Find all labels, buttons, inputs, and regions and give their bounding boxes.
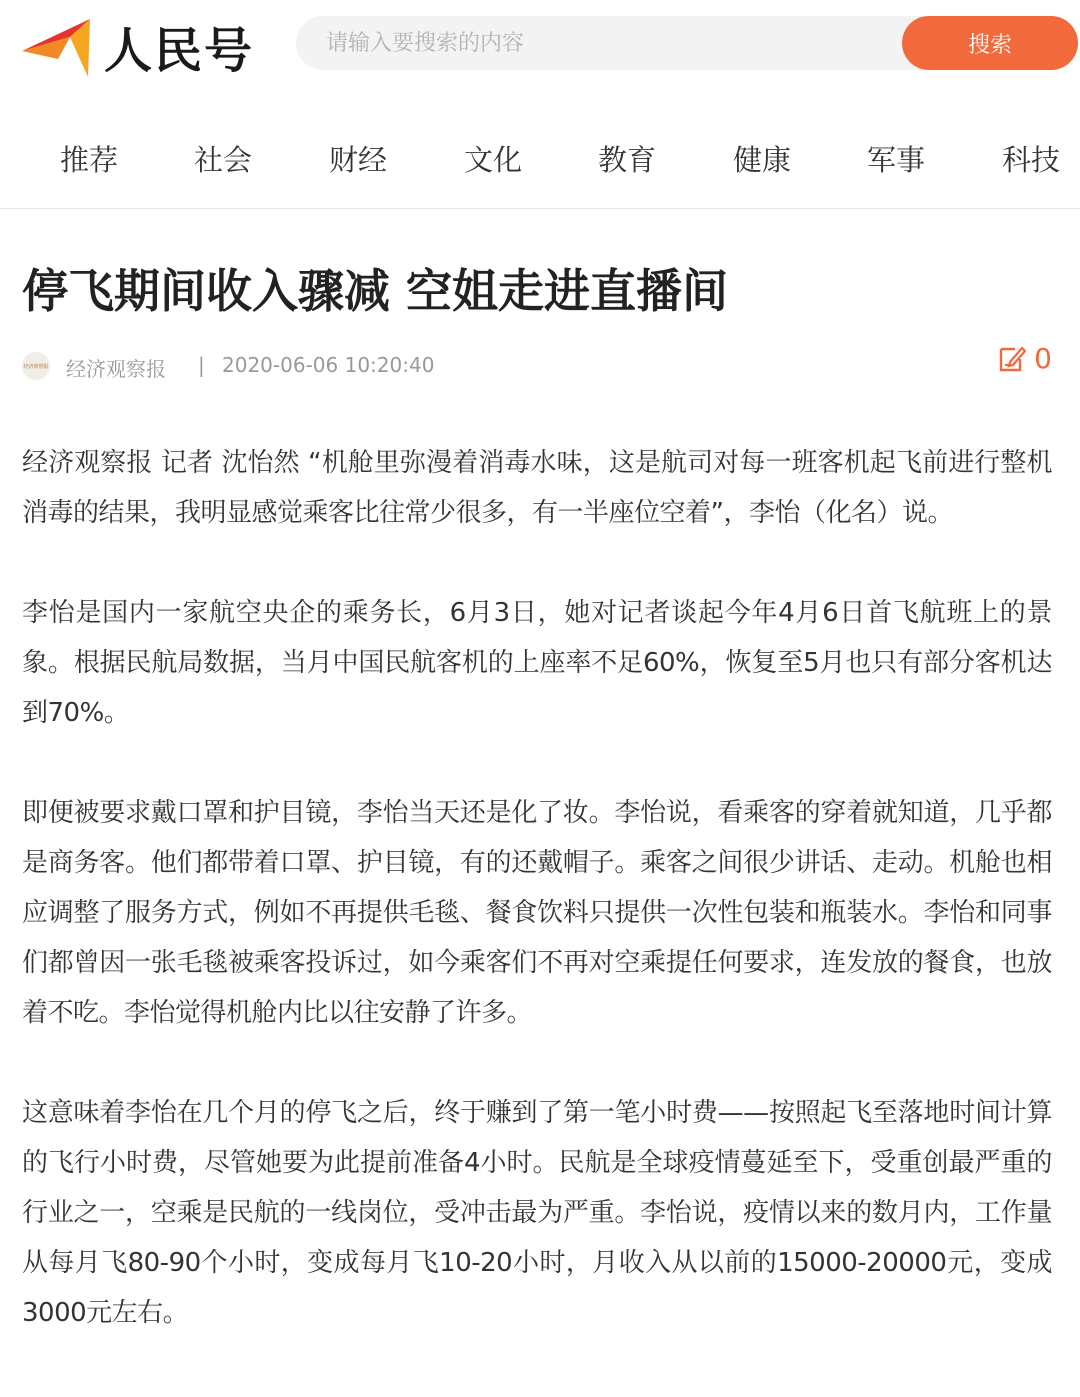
article-paragraph: 这意味着李怡在几个月的停飞之后，终于赚到了第一笔小时费——按照起飞至落地时间计算的飞行小时费，尽管她要为此提前准备4小时。民航是全球疫情蔓延至下，受重创最严重的行业之一，空乘是民航的一线岗位，受冲击最为严重。李怡说，疫情以来的数月内，工作量从每月飞80-90个小时，变成每月飞10-20小时，月收入从以前的15000-20000元，变成3000元左右。 [22, 1098, 1052, 1328]
nav-item-education[interactable]: 教育 [598, 143, 657, 177]
nav-item-health[interactable]: 健康 [733, 143, 792, 177]
meta-separator: | [198, 353, 205, 377]
avatar-text: 经济观察报 [23, 363, 49, 370]
logo-icon [22, 15, 90, 77]
edit-comment-icon [998, 345, 1026, 373]
article-paragraph: 李怡是国内一家航空央企的乘务长，6月3日，她对记者谈起今年4月6日首飞航班上的景象。根据民航局数据，当月中国民航客机的上座率不足60%，恢复至5月也只有部分客机达到70%。 [22, 598, 1052, 728]
nav-item-recommend[interactable]: 推荐 [60, 143, 119, 177]
nav-item-military[interactable]: 军事 [867, 143, 926, 177]
nav-item-tech[interactable]: 科技 [1002, 143, 1061, 177]
logo-text: 人民号 [104, 22, 255, 79]
source-name[interactable]: 经济观察报 [66, 357, 166, 381]
article-paragraph: 经济观察报 记者 沈怡然 “机舱里弥漫着消毒水味，这是航司对每一班客机起飞前进行整机消毒的结果，我明显感觉乘客比往常少很多，有一半座位空着”，李怡（化名）说。 [22, 448, 1052, 528]
nav-item-culture[interactable]: 文化 [464, 143, 523, 177]
nav-divider [0, 208, 1080, 209]
nav-item-society[interactable]: 社会 [194, 143, 253, 177]
site-header [0, 0, 1080, 90]
article-meta [22, 342, 1052, 382]
search-bar [296, 16, 1078, 70]
site-logo[interactable] [22, 14, 254, 78]
search-input[interactable] [326, 16, 886, 70]
comment-button[interactable] [998, 342, 1052, 375]
article-title: 停飞期间收入骤减 空姐走进直播间 [22, 264, 729, 318]
article-paragraph: 即便被要求戴口罩和护目镜，李怡当天还是化了妆。李怡说，看乘客的穿着就知道，几乎都是商务客。他们都带着口罩、护目镜，有的还戴帽子。乘客之间很少讲话、走动。机舱也相应调整了服务方式，例如不再提供毛毯、餐食饮料只提供一次性包装和瓶装水。李怡和同事们都曾因一张毛毯被乘客投诉过，如今乘客们不再对空乘提任何要求，连发放的餐食，也放着不吃。李怡觉得机舱内比以往安静了许多。 [22, 798, 1052, 1028]
source-avatar[interactable] [22, 352, 50, 380]
publish-time: 2020-06-06 10:20:40 [222, 353, 435, 377]
nav-item-finance[interactable]: 财经 [329, 143, 388, 177]
search-button[interactable]: 搜索 [902, 16, 1078, 70]
article-body [22, 438, 1052, 1388]
category-nav [0, 128, 1080, 204]
comment-count: 0 [1034, 342, 1052, 375]
